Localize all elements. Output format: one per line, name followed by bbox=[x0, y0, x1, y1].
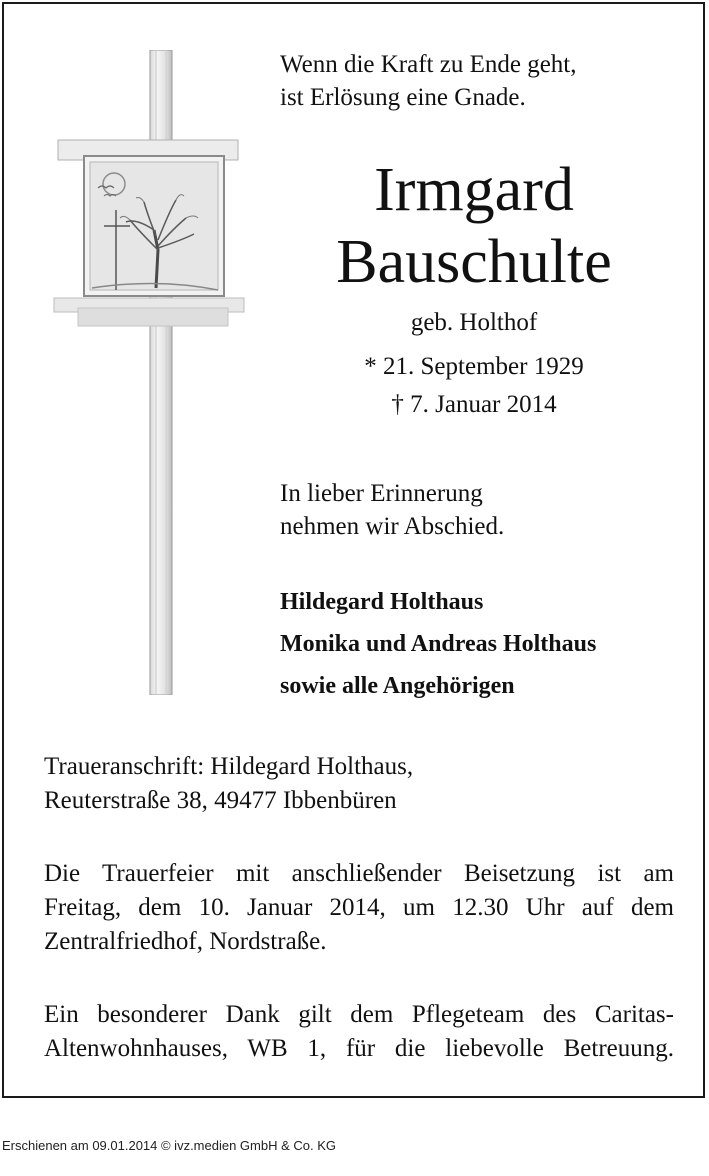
last-name: Bauschulte bbox=[336, 228, 612, 296]
mourning-address bbox=[44, 750, 674, 818]
thanks-line: Ein besonderer Dank gilt dem Pflegeteam des Caritas- bbox=[44, 1001, 674, 1028]
address-line: Reuterstraße 38, 49477 Ibbenbüren bbox=[44, 787, 397, 814]
mourner-name: Monika und Andreas Holthaus bbox=[280, 631, 597, 657]
address-line: Traueranschrift: Hildegard Holthaus, bbox=[44, 753, 414, 780]
mourner-name: Hildegard Holthaus bbox=[280, 589, 484, 615]
mourners-list bbox=[280, 581, 700, 707]
quote-line: ist Erlösung eine Gnade. bbox=[280, 84, 526, 111]
first-name: Irmgard bbox=[374, 156, 574, 224]
thanks-line: Altenwohnhauses, WB 1, für die liebevolle Betreuung. bbox=[44, 1035, 674, 1062]
death-date: † 7. Januar 2014 bbox=[391, 391, 557, 418]
obituary-notice bbox=[2, 2, 705, 1098]
deceased-name bbox=[274, 154, 674, 298]
quote-line: Wenn die Kraft zu Ende geht, bbox=[280, 51, 577, 78]
funeral-line: Freitag, dem 10. Januar 2014, um 12.30 Uhr auf dem bbox=[44, 894, 674, 921]
life-dates bbox=[274, 348, 674, 424]
quote bbox=[280, 48, 680, 114]
memory-line: nehmen wir Abschied. bbox=[280, 513, 505, 540]
publication-footer: Erschienen am 09.01.2014 © ivz.medien GmbH & Co. KG bbox=[2, 1138, 337, 1153]
thanks-note bbox=[44, 998, 674, 1066]
mourner-name: sowie alle Angehörigen bbox=[280, 673, 515, 699]
funeral-line: Zentralfriedhof, Nordstraße. bbox=[44, 928, 327, 955]
birth-date: * 21. September 1929 bbox=[364, 353, 584, 380]
funeral-line: Die Trauerfeier mit anschließender Beisetzung ist am bbox=[44, 860, 674, 887]
funeral-info bbox=[44, 857, 674, 959]
memory-line: In lieber Erinnerung bbox=[280, 480, 483, 507]
cross-with-tree-icon bbox=[48, 50, 248, 695]
memory-text bbox=[280, 477, 680, 543]
birth-name: geb. Holthof bbox=[410, 309, 538, 336]
